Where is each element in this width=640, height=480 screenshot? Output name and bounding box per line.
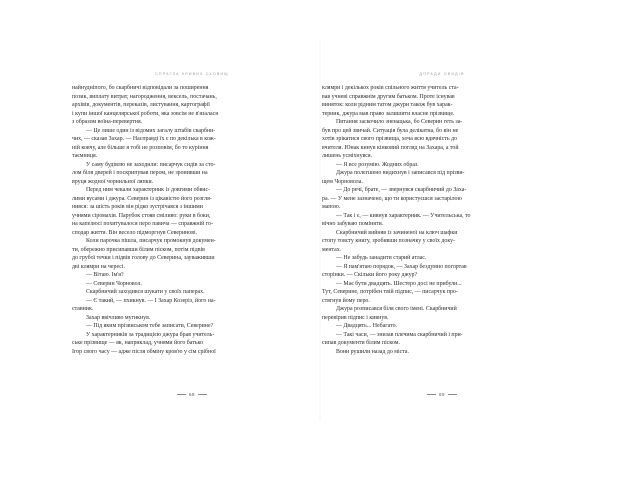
text-line: був про цей звичай. Ситуація була делікатна, бо він не [322, 127, 459, 134]
text-line: ставник. [72, 306, 94, 312]
right-page [322, 40, 562, 420]
text-line: на капелюсі похитувалося перо павича — справжній го- [72, 221, 213, 227]
text-line: — Вітаю. Ім'я? [86, 272, 124, 278]
text-line: — До речі, брате, — звернувся скарбничий до Заха- [336, 187, 467, 193]
text-line: вруця жодної чорнильної ляпки. [72, 178, 154, 185]
text-line: дві клямри на чересі. [72, 263, 125, 270]
text-line: ній ковчу, але більше я тобі не розповім, бо то куріння [72, 144, 209, 151]
text-line: щем Чорновола. [322, 178, 363, 185]
right-page-text [322, 84, 562, 356]
text-line: виняток: коли рідним татом джури також був харак- [322, 102, 453, 108]
folio-dash [177, 394, 186, 395]
text-line: — Я все розумію. Жодних образ. [336, 161, 419, 168]
text-line: — Такі часи, — знизав плечима скарбничий і при- [336, 331, 463, 338]
text-line: архівів, документів, переказів, листування, картографії [72, 102, 210, 108]
running-head-left: СПРАГЛА КРИВИХ СХОВИЩ [155, 72, 229, 76]
text-line: клямри і декількох років спільного життя учитель ста- [322, 85, 459, 91]
page-number-left [72, 392, 312, 397]
text-line: нився: за шість років він рідко зустрічався з іншими [72, 204, 203, 210]
text-line: до грубої течки і підвів голову до Северина, зауваживши [72, 255, 215, 261]
book-gutter [319, 40, 321, 420]
text-line: ментах. [322, 246, 342, 253]
running-head-right: ДОРАДИ ОВИДІВ [419, 72, 465, 76]
text-line: — Так і є, — кивнув характерник. — Учительська, то [336, 212, 471, 219]
text-line: з образом воїна-перевертня. [72, 119, 143, 125]
page-number-value: 69 [438, 392, 445, 397]
text-line: — Є такий, — пхикнув. — І Захар Козеріз, його на- [86, 297, 216, 304]
text-line: — Це лише один із відомих загалу штабів скарбни- [86, 127, 216, 134]
text-line: — Не забудь занадити старий атлас. [336, 255, 427, 261]
folio-dash [427, 394, 436, 395]
text-line: Тут, Северине, потрібен твій підпис, — писарчук про- [322, 289, 458, 295]
text-line: вічно забуваю поміняти. [322, 221, 384, 227]
folio-dash [448, 394, 457, 395]
text-line: лом біля дверей і поскрипував пером, не зронивши на [72, 170, 208, 176]
text-line: — Двадцять... Небагато. [336, 323, 397, 329]
text-line: сподар життя. Він весело підморгнув Северинові. [72, 229, 198, 236]
left-page [72, 40, 312, 420]
text-line: ське прізвище — як, наприклад, учнями його батько [72, 340, 204, 346]
text-line: Ігор свого часу — адже після обміну кров'ю у сім срібної [72, 348, 216, 355]
text-line: — Я пам'ятаю порядок, — Захар бездумно погортав [336, 263, 467, 270]
text-line: позик, виплату витрат, нагородження, вексель, постачань, [72, 93, 217, 100]
text-line: і купи іншої канцелярської роботи, яка зовсім не в'язалася [72, 110, 218, 117]
text-line: — Під яким прізвиськом тебе записати, Северине? [86, 323, 214, 329]
text-line: сторінки. — Скільки його року джур? [322, 272, 418, 278]
text-line: Джура полегшено видихнув і записався під прізви- [336, 170, 465, 176]
text-line: У характерників за традицією джура брав учитель- [86, 331, 215, 338]
left-page-text [72, 84, 312, 356]
text-line: учнями сіромахів. Парубок стояв сміливо: руки в боки, [72, 212, 211, 219]
text-line: хотів зрікатися свого прізвища, хоча всю вдячність до [322, 136, 457, 142]
text-line: сипав документи білим піском. [322, 340, 400, 346]
page-number-right [322, 392, 562, 397]
text-line: стягнув йому перо. [322, 297, 370, 304]
text-line: Скарбничий заходився шукати у своїх паперах. [86, 289, 205, 295]
text-line: мапою. [322, 204, 341, 210]
text-line: таємниця. [72, 153, 98, 159]
text-line: Питання заскочило зненацька, бо Северин геть за- [336, 119, 463, 125]
text-line: Коли парочка пішла, писарчук промокнув докумен- [86, 238, 216, 244]
text-line: вчителя. Юнак кинув кінковий погляд на Захара, а той [322, 144, 459, 151]
folio-dash [198, 394, 207, 395]
page-number-value: 68 [188, 392, 195, 397]
text-line: терник, джура мав право залишити власне прізвище. [322, 110, 455, 117]
text-line: Скарбничий вийняв із зачиненої на ключ шафки [336, 229, 458, 236]
text-line: Захар ввічливо мугикнув. [86, 314, 151, 321]
text-line: вав учневі справжнім другим батьком. Проте існував [322, 93, 455, 100]
text-line: — Має бути двадцять. Шестеро досі не прибули... [336, 280, 462, 287]
text-line: Джура розписався біля свого імені. Скарбничий [336, 306, 457, 312]
text-line: лими вусами і джура. Северин із цікавістю його розгля- [72, 195, 212, 202]
text-line: — Северин Чорновол. [86, 280, 142, 287]
text-line: Перед ним чекали характерник із довгими обвис- [86, 187, 211, 193]
text-line: У саму будівлю не заходили: писарчук сидів за сто- [86, 161, 216, 168]
text-line: ра. — У мене зазначено, що ти користуєшся застарілою [322, 195, 462, 202]
text-line: лишень усміхнувся. [322, 153, 373, 159]
text-line: стопу товсту книгу, зробивши позначку у своїх доку- [322, 238, 456, 244]
text-line: перевірив підпис і кивнув. [322, 314, 389, 321]
text-line: найнудніпого, бо скарбничі відповідали за поширення [72, 85, 209, 91]
text-line: Вони рушили назад до міста. [336, 348, 410, 355]
text-line: ти, обережно присипавши білим піском, потім підвів [72, 246, 205, 253]
text-line: чих, — сказав Захар. — Насправді їх є по декілька в кож- [72, 136, 216, 142]
